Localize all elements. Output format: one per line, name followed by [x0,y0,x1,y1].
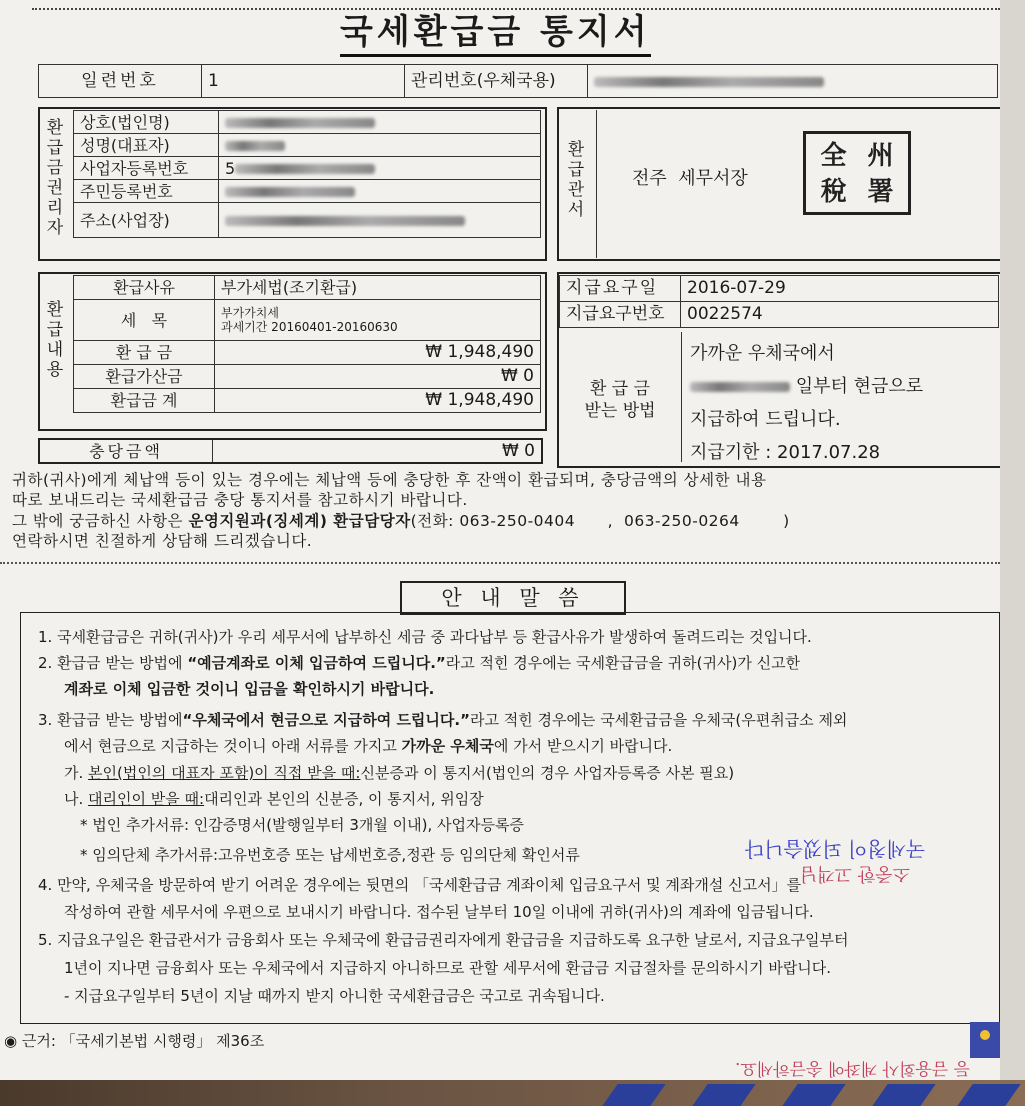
company-value-redacted [219,111,541,134]
reason-value: 부가세법(조기환급) [215,276,541,300]
claimant-section-label: 환급금권리자 [46,118,64,238]
payment-table [559,275,999,328]
representative-value-redacted [219,134,541,157]
showthrough-text: 국세청이 되겠습니다 [745,837,926,861]
showthrough-text: 소중한 고객님 [800,863,911,884]
notice-line1: 귀하(귀사)에게 체납액 등이 있는 경우에는 체납액 등에 충당한 후 잔액이 환급되며, 충당금액의 상세한 내용 [12,471,767,489]
reason-label: 환급사유 [74,276,215,300]
refund-section-label: 환급내용 [46,300,64,380]
seal-char: 稅 [820,177,847,207]
guide-line13: 1년이 지나면 금융회사 또는 우체국에서 지급하지 아니하므로 관할 세무서에 환급금 지급절차를 문의하시기 바랍니다. [64,959,832,977]
method-line3: 지급하여 드립니다. [690,409,841,430]
method-label: 환 급 금 받는 방법 [584,379,656,421]
pay-no-value: 0022574 [681,302,999,328]
item-label: 세 목 [74,300,215,341]
guide-line1: 1. 국세환급금은 귀하(귀사)가 우리 세무서에 납부하신 세금 중 과다납부 등 환급사유가 발생하여 돌려드리는 것입니다. [38,628,812,646]
pay-deadline: 지급기한 : 2017.07.28 [690,442,881,463]
desk-surface [0,1080,1025,1106]
method-text [690,337,923,469]
office-name: 전주 세무서장 [632,168,748,189]
additional-label: 환급가산금 [74,365,215,389]
guide-line5: 에서 현금으로 지급하는 것이니 아래 서류를 가지고 가까운 우체국에 가서 받으시기 바랍니다. [64,737,673,755]
address-label: 주소(사업장) [74,203,219,238]
offset-row [38,438,543,464]
total-label: 환급금 계 [74,389,215,413]
method-line2: 일부터 현금으로 [690,370,923,403]
offset-value: ₩ 0 [213,439,543,463]
guide-line2: 2. 환급금 받는 방법에 “예금계좌로 이체 입금하여 드립니다.”라고 적힌 경우에는 국세환급금을 귀하(귀사)가 신고한 [38,654,801,672]
pay-date-value: 2016-07-29 [681,276,999,302]
guide-line14: - 지급요구일부터 5년이 지날 때까지 받지 아니한 국세환급금은 국고로 귀속됩니다. [64,987,605,1005]
rrn-value-redacted [219,180,541,203]
address-value-redacted [219,203,541,238]
amount-label: 환 급 금 [74,341,215,365]
item-line2: 과세기간 20160401-20160630 [221,320,398,334]
background-edge [1000,0,1025,1080]
notice-line2: 따로 보내드리는 국세환급금 충당 통지서를 참고하시기 바랍니다. [12,491,468,509]
showthrough-text: 등 금융회사 계좌에 송금하세요. [735,1058,971,1078]
guide-line11: 작성하여 관할 세무서에 우편으로 보내시기 바랍니다. 접수된 날부터 10일 이내에 귀하(귀사)의 계좌에 입금됩니다. [64,903,814,921]
pay-no-label: 지급요구번호 [560,302,681,328]
guide-line9: * 임의단체 추가서류:고유번호증 또는 납세번호증,정관 등 임의단체 확인서류 [80,846,580,864]
contact-dept: 운영지원과(징세계) 환급담당자 [188,512,411,530]
additional-value: ₩ 0 [215,365,541,389]
company-label: 상호(법인명) [74,111,219,134]
guide-line8: * 법인 추가서류: 인감증명서(발행일부터 3개월 이내), 사업자등록증 [80,816,524,834]
guide-line10: 4. 만약, 우체국을 방문하여 받기 어려운 경우에는 뒷면의 「국세환급금 계좌이체 입금요구서 및 계좌개설 신고서」를 [38,876,802,894]
divider [0,562,1000,564]
seal-char: 署 [867,177,894,207]
guide-line12: 5. 지급요구일은 환급관서가 금융회사 또는 우체국에 환급금권리자에게 환급금을 지급하도록 요구한 날로서, 지급요구일부터 [38,931,849,949]
mgmt-label: 관리번호(우체국용) [405,65,588,98]
guide-line6: 가. 본인(법인의 대표자 포함)이 직접 받을 때:신분증과 이 통지서(법인의 경우 사업자등록증 사본 필요) [64,764,735,782]
guide-line7: 나. 대리인이 받을 때:대리인과 본인의 신분증, 이 통지서, 위임장 [64,790,484,808]
seal-char: 州 [867,141,894,171]
guide-line4: 3. 환급금 받는 방법에“우체국에서 현금으로 지급하여 드립니다.”라고 적힌 경우에는 국세환급금을 우체국(우편취급소 제외 [38,711,848,729]
guide-heading: 안 내 말 씀 [400,581,626,615]
office-seal-icon [803,131,911,215]
bizno-label: 사업자등록번호 [74,157,219,180]
total-value: ₩ 1,948,490 [215,389,541,413]
office-box [557,107,1000,261]
document-title: 국세환급금 통지서 [340,10,651,57]
item-line1: 부가가치세 [221,306,279,320]
office-section-label: 환급관서 [567,140,585,220]
seal-char: 全 [820,141,847,171]
serial-row [38,64,998,98]
amount-value: ₩ 1,948,490 [215,341,541,365]
pay-date-label: 지급요구일 [560,276,681,302]
claimant-table [73,110,541,238]
mgmt-value-redacted [588,65,998,98]
representative-label: 성명(대표자) [74,134,219,157]
serial-label: 일련번호 [39,65,202,98]
bizno-value-redacted: 5 [219,157,541,180]
notice-line4: 연락하시면 친절하게 상담해 드리겠습니다. [12,532,313,550]
method-line1: 가까운 우체국에서 [690,343,835,364]
legal-basis: ◉ 근거: 「국세기본법 시행령」 제36조 [4,1032,265,1050]
notice-line3: 그 밖에 궁금하신 사항은 운영지원과(징세계) 환급담당자(전화: 063-250-0404 , 063-250-0264 ) [12,512,790,530]
logo-icon [970,1022,1000,1058]
rrn-label: 주민등록번호 [74,180,219,203]
offset-label: 충당금액 [39,439,213,463]
guide-line3: 계좌로 이체 입금한 것이니 입금을 확인하시기 바랍니다. [64,680,435,698]
serial-value: 1 [202,65,405,98]
refund-table [73,275,541,413]
